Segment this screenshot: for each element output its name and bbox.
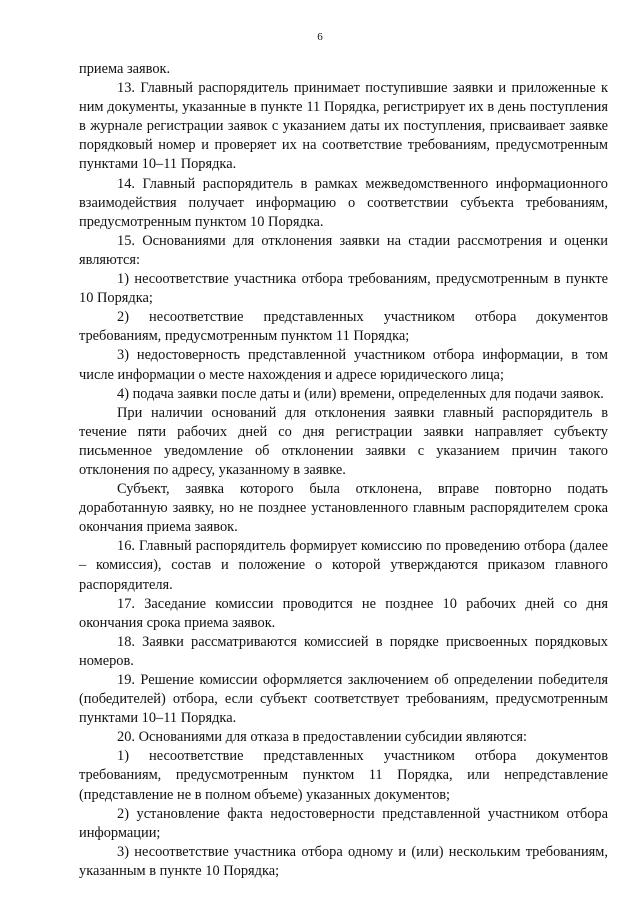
paragraph-item-18: 18. Заявки рассматриваются комиссией в порядке присвоенных порядковых номеров.	[79, 633, 608, 669]
paragraph-rejection-notice: При наличии оснований для отклонения заявки главный распорядитель в течение пяти рабочих дней со дня регистрации заявки направляет субъекту письменное уведомление об отклонении заявки с указанием причин такого отклонения по адресу, указанному в заявке.	[79, 404, 608, 478]
paragraph-item-20-2: 2) установление факта недостоверности представленной участником отбора информации;	[79, 805, 608, 841]
paragraph-item-15-2: 2) несоответствие представленных участником отбора документов требованиям, предусмотренным пунктом 11 Порядка;	[79, 309, 608, 345]
paragraph-item-20-3: 3) несоответствие участника отбора одному и (или) нескольким требованиям, указанным в пункте 10 Порядка;	[79, 843, 608, 879]
paragraph-item-19: 19. Решение комиссии оформляется заключением об определении победителя (победителей) отбора, если субъект соответствует требованиям, предусмотренным пунктами 10–11 Порядка.	[79, 672, 608, 727]
paragraph-continuation: приема заявок.	[79, 61, 171, 77]
paragraph-item-15-4: 4) подача заявки после даты и (или) времени, определенных для подачи заявок.	[117, 385, 604, 402]
paragraph-item-14: 14. Главный распорядитель в рамках межведомственного информационного взаимодействия получает информацию о соответствии субъекта требованиям, предусмотренным пунктом 10 Порядка.	[79, 175, 608, 230]
page-number: 6	[317, 31, 323, 43]
paragraph-item-15-3: 3) недостоверность представленной участником отбора информации, в том числе информации о месте нахождения и адресе юридического лица;	[79, 347, 608, 383]
paragraph-item-15-1: 1) несоответствие участника отбора требованиям, предусмотренным в пункте 10 Порядка;	[79, 271, 608, 307]
paragraph-resubmission: Субъект, заявка которого была отклонена, вправе повторно подать доработанную заявку, но не позднее установленного главным распорядителем срока окончания приема заявок.	[79, 481, 608, 536]
paragraph-item-20: 20. Основаниями для отказа в предоставлении субсидии являются:	[117, 729, 527, 746]
paragraph-item-16: 16. Главный распорядитель формирует комиссию по проведению отбора (далее – комиссия), состав и положение о которой утверждаются приказом главного распорядителя.	[79, 538, 608, 593]
paragraph-item-17: 17. Заседание комиссии проводится не позднее 10 рабочих дней со дня окончания срока приема заявок.	[79, 595, 608, 631]
paragraph-item-20-1: 1) несоответствие представленных участником отбора документов требованиям, предусмотренным пунктом 11 Порядка, или непредставление (представление не в полном объеме) указанных документов;	[79, 748, 608, 803]
paragraph-item-13: 13. Главный распорядитель принимает поступившие заявки и приложенные к ним документы, указанные в пункте 11 Порядка, регистрирует их в день поступления в журнале регистрации заявок с указанием даты их поступления, присваивает заявке порядковый номер и проверяет их на соответствие требованиям, предусмотренным пунктами 10–11 Порядка.	[79, 80, 608, 173]
paragraph-item-15: 15. Основаниями для отклонения заявки на стадии рассмотрения и оценки являются:	[79, 232, 608, 268]
document-body	[79, 60, 608, 881]
